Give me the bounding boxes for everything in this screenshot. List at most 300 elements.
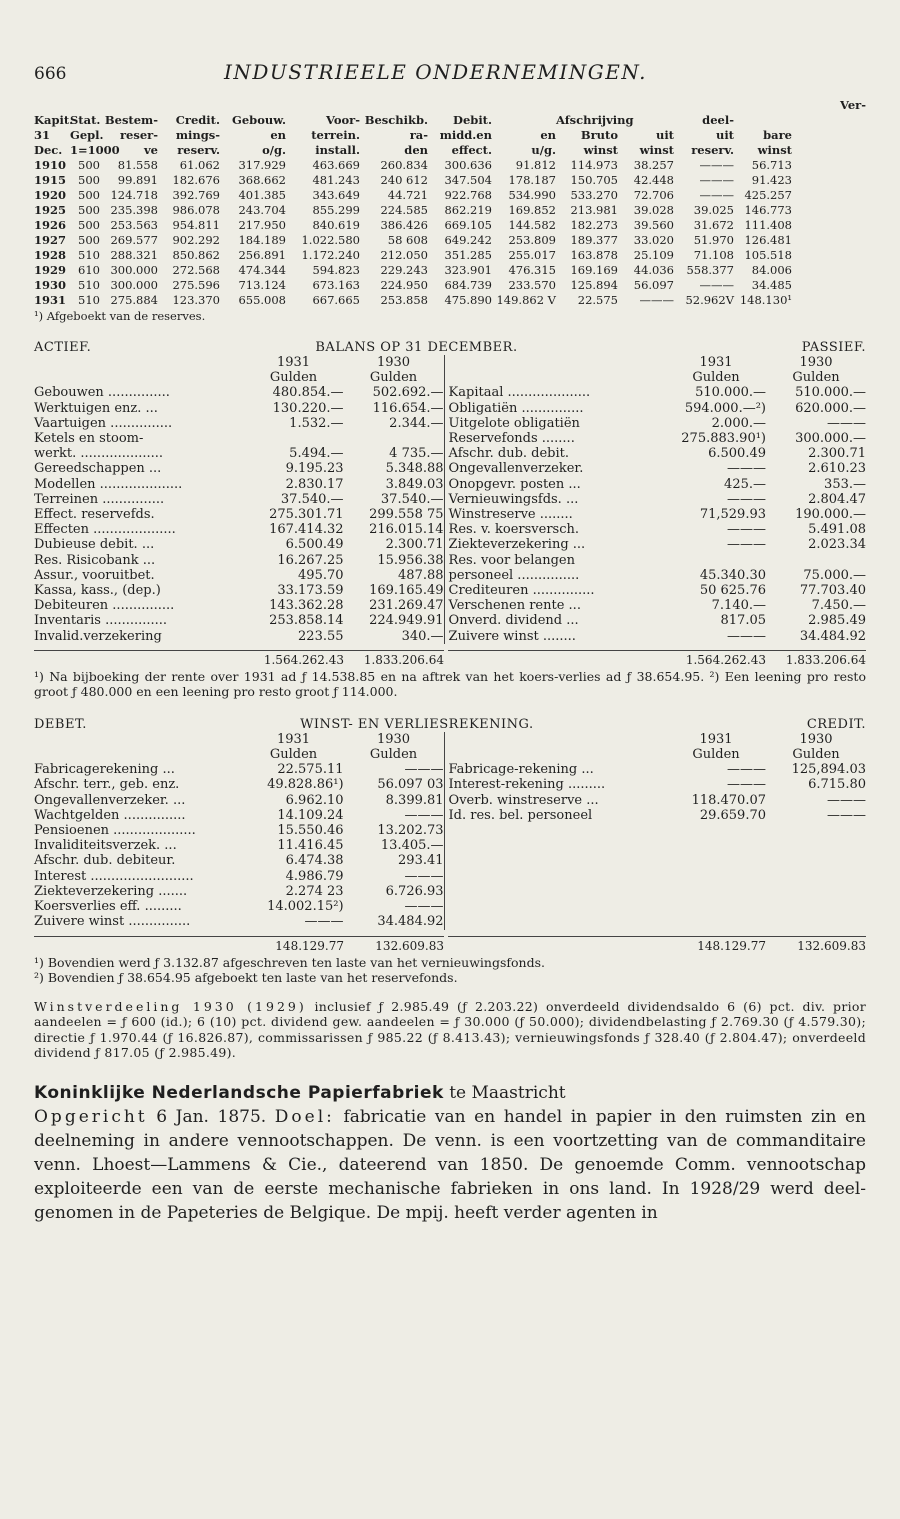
debet-label: Fabricagerekening ... — [34, 762, 175, 778]
actief-value: 37.540.— — [280, 491, 344, 507]
passief-row — [449, 583, 866, 598]
winstverdeeling-paragraph — [34, 999, 866, 1061]
actief-row — [34, 492, 444, 507]
passief-label: Ziekteverzekering ... — [448, 537, 586, 553]
running-head — [34, 60, 866, 94]
actief-row — [34, 431, 444, 446]
actief-label: Res. Risicobank ... — [34, 552, 156, 568]
statistics-header-cell: Gepl. — [70, 128, 104, 142]
statistics-cell: 42.448 — [633, 173, 674, 187]
credit-row — [449, 808, 866, 823]
statistics-cell: 91.812 — [515, 158, 556, 172]
actief-label: werkt. .................... — [34, 446, 164, 462]
statistics-cell: 392.769 — [172, 188, 220, 202]
statistics-cell: 481.243 — [312, 173, 360, 187]
statistics-cell: 213.981 — [570, 203, 618, 217]
statistics-row — [34, 203, 866, 218]
passief-totals — [448, 650, 866, 667]
passief-value: 50 625.76 — [699, 583, 766, 599]
balance-sheet — [34, 355, 866, 644]
credit-totals — [448, 936, 866, 953]
passief-value: 510.000.— — [795, 385, 866, 401]
actief-value: 340.— — [401, 628, 444, 644]
year-b: 1930 — [799, 355, 833, 370]
passief-row — [449, 385, 866, 400]
actief-total-1930: 1.833.206.64 — [363, 652, 445, 667]
credit-total-1931: 148.129.77 — [697, 938, 766, 953]
passief-row — [449, 477, 866, 492]
year-a: 1931 — [276, 731, 311, 747]
statistics-cell: 684.739 — [444, 278, 492, 292]
statistics-header-cell — [492, 113, 556, 128]
actief-value: 487.88 — [398, 567, 444, 583]
year-b: 1930 — [376, 731, 411, 747]
statistics-header-cell: Bruto — [580, 128, 618, 142]
statistics-header-cell: winst — [639, 143, 674, 157]
statistics-cell: 72.706 — [633, 188, 674, 202]
passief-label: Winstreserve ........ — [448, 507, 573, 523]
actief-label: Debiteuren ............... — [34, 598, 175, 614]
credit-heading: CREDIT. — [806, 716, 866, 732]
statistics-cell: 39.025 — [693, 203, 734, 217]
doel-label: Doel: — [274, 1106, 335, 1127]
statistics-cell: 510 — [78, 278, 100, 292]
debet-row — [34, 899, 444, 914]
credit-label: Interest-rekening ......... — [448, 777, 606, 793]
company-text: fabricatie van en handel in papier in den ruimsten zin en deelneming in andere vennootschappen. De venn. is een voortzetting van de commanditaire venn. Lhoest—Lammens & Cie., dateerend van 1850. De genoemde Comm. vennootschap exploiteerde een van de eerste mechanische fabrieken in ons land. In 1928/29 werd deel-genomen in de Papeteries de Belgique. De mpij. heeft verder agenten in — [34, 1106, 866, 1223]
statistics-cell: 1928 — [34, 248, 67, 262]
passief-row — [449, 401, 866, 416]
statistics-header-cell: uit — [715, 128, 734, 142]
statistics-cell: 125.894 — [570, 278, 618, 292]
unit-a: Gulden — [692, 747, 740, 763]
debet-total-1931: 148.129.77 — [275, 938, 345, 953]
passief-unit-header — [449, 370, 866, 385]
debet-value: 4.986.79 — [285, 868, 344, 884]
opgericht-text: 6 Jan. 1875. — [147, 1106, 275, 1127]
actief-value: 216.015.14 — [369, 522, 444, 538]
actief-row — [34, 613, 444, 628]
passief-value: ——— — [727, 461, 766, 477]
statistics-cell: 71.108 — [693, 248, 734, 262]
credit-value: 125,894.03 — [791, 762, 866, 778]
credit-label: Overb. winstreserve ... — [448, 792, 599, 808]
passief-value: 2.300.71 — [808, 446, 866, 462]
passief-label: Kapitaal .................... — [448, 385, 591, 401]
debet-label: Ziekteverzekering ....... — [34, 883, 188, 899]
statistics-cell: ——— — [639, 293, 674, 307]
passief-value: 71,529.93 — [699, 507, 766, 523]
statistics-header-cell: Ver- — [839, 98, 866, 112]
debet-label: Zuivere winst ............... — [34, 914, 191, 930]
statistics-header-cell: Beschikb. — [364, 113, 428, 127]
statistics-cell: 56.713 — [751, 158, 792, 172]
pl-heading — [34, 717, 866, 732]
debet-value: 15.550.46 — [277, 823, 344, 839]
statistics-header-cell: u/g. — [531, 143, 556, 157]
statistics-cell: 253.563 — [110, 218, 158, 232]
statistics-cell: 610 — [78, 263, 100, 277]
debet-value: 13.405.— — [380, 838, 444, 854]
debet-row — [34, 808, 444, 823]
statistics-header-cell: effect. — [451, 143, 492, 157]
passief-value: 2.985.49 — [808, 613, 866, 629]
statistics-cell: 351.285 — [444, 248, 492, 262]
credit-side — [445, 732, 866, 930]
balance-title: BALANS OP 31 DECEMBER. — [315, 340, 518, 355]
statistics-cell: 182.273 — [570, 218, 618, 232]
opgericht-label: Opgericht — [34, 1106, 148, 1127]
statistics-row — [34, 293, 866, 308]
credit-value: ——— — [727, 777, 766, 793]
debet-label: Wachtgelden ............... — [34, 807, 186, 823]
passief-value: ——— — [727, 491, 766, 507]
statistics-cell: 39.560 — [633, 218, 674, 232]
statistics-row — [34, 188, 866, 203]
passief-heading: PASSIEF. — [801, 340, 866, 355]
statistics-cell: 111.408 — [744, 218, 792, 232]
passief-row — [449, 522, 866, 537]
passief-side — [445, 355, 866, 644]
statistics-cell: 31.672 — [693, 218, 734, 232]
year-b: 1930 — [376, 355, 411, 370]
statistics-footnote: ¹) Afgeboekt van de reserves. — [34, 309, 206, 323]
debet-row — [34, 762, 444, 777]
statistics-cell: 91.423 — [751, 173, 792, 187]
statistics-header-cell: Afschrijving — [556, 113, 634, 127]
statistics-cell: 182.676 — [172, 173, 220, 187]
statistics-cell: 500 — [78, 218, 100, 232]
debet-value: ——— — [404, 762, 444, 778]
passief-label: Vernieuwingsfds. ... — [448, 491, 579, 507]
statistics-cell: 217.950 — [238, 218, 286, 232]
statistics-row — [34, 233, 866, 248]
statistics-cell: 986.078 — [172, 203, 220, 217]
actief-label: Kassa, kass., (dep.) — [34, 583, 161, 599]
credit-value: ——— — [727, 762, 766, 778]
actief-value: 16.267.25 — [277, 552, 344, 568]
statistics-cell: 38.257 — [633, 158, 674, 172]
statistics-cell: 655.008 — [238, 293, 286, 307]
actief-value: 169.165.49 — [369, 583, 444, 599]
statistics-cell: 272.568 — [172, 263, 220, 277]
page-number: 666 — [34, 64, 67, 84]
actief-row — [34, 401, 444, 416]
passief-value: ——— — [727, 537, 766, 553]
debet-side — [34, 732, 445, 930]
statistics-cell: 463.669 — [312, 158, 360, 172]
company-location: te Maastricht — [443, 1082, 566, 1103]
passief-value: 6.500.49 — [708, 446, 766, 462]
statistics-header-cell: Bestem- — [104, 113, 158, 127]
actief-label: Effect. reservefds. — [34, 507, 155, 523]
statistics-header-cell: install. — [315, 143, 360, 157]
debet-value: ——— — [404, 807, 444, 823]
statistics-header-cell: Voor- — [325, 113, 360, 127]
statistics-header-cell: reserv. — [177, 143, 220, 157]
actief-value: 480.854.— — [272, 385, 344, 401]
actief-row — [34, 522, 444, 537]
statistics-cell: 34.485 — [751, 278, 792, 292]
statistics-header-cell: Dec. — [34, 143, 63, 157]
actief-value: 224.949.91 — [369, 613, 444, 629]
year-a: 1931 — [699, 355, 733, 370]
statistics-cell: 22.575 — [577, 293, 618, 307]
statistics-cell: 667.665 — [312, 293, 360, 307]
statistics-cell: 1.172.240 — [301, 248, 360, 262]
statistics-cell: 500 — [78, 188, 100, 202]
statistics-header-cell: Debit. — [452, 113, 492, 127]
debet-value: 293.41 — [398, 853, 444, 869]
statistics-cell: 673.163 — [312, 278, 360, 292]
debet-row — [34, 884, 444, 899]
credit-blank-space — [449, 823, 866, 929]
statistics-cell: 347.504 — [444, 173, 492, 187]
statistics-header-cell: Kapit. — [34, 113, 74, 127]
passief-label: Onopgevr. posten ... — [448, 476, 581, 492]
statistics-cell: ——— — [699, 158, 734, 172]
passief-row — [449, 613, 866, 628]
statistics-header-row — [34, 113, 866, 128]
actief-value: 5.348.88 — [385, 461, 444, 477]
debet-value: 14.109.24 — [277, 807, 344, 823]
statistics-table-header — [34, 98, 866, 158]
pl-note-1: ¹) Bovendien werd ƒ 3.132.87 afgeschreven ten laste van het vernieuwingsfonds. — [34, 954, 545, 970]
statistics-cell: 474.344 — [238, 263, 286, 277]
passief-year-header — [449, 355, 866, 370]
actief-value — [244, 431, 344, 446]
passief-value: 275.883.90¹) — [681, 431, 766, 447]
actief-value: 3.849.03 — [385, 476, 444, 492]
passief-label: personeel ............... — [448, 567, 580, 583]
credit-total-1930: 132.609.83 — [797, 938, 866, 953]
winstverdeeling-lead: Winstverdeeling 1930 (1929) — [34, 998, 307, 1014]
statistics-cell: 323.901 — [444, 263, 492, 277]
statistics-cell: 862.219 — [444, 203, 492, 217]
debet-year-header — [34, 732, 444, 747]
passief-row — [449, 461, 866, 476]
actief-label: Dubieuse debit. ... — [34, 537, 155, 553]
debet-value: 22.575.11 — [277, 762, 344, 778]
actief-label: Gereedschappen ... — [34, 461, 162, 477]
passief-value: 75.000.— — [803, 567, 866, 583]
actief-value — [344, 431, 444, 446]
credit-value: ——— — [827, 792, 866, 808]
actief-total-1931: 1.564.262.43 — [263, 652, 345, 667]
passief-total-1930: 1.833.206.64 — [785, 652, 866, 667]
statistics-cell: 275.884 — [110, 293, 158, 307]
actief-value: 5.494.— — [289, 446, 344, 462]
statistics-header-cell: mings- — [175, 128, 220, 142]
debet-value: 11.416.45 — [277, 838, 344, 854]
statistics-header-row — [34, 98, 866, 113]
actief-row — [34, 385, 444, 400]
statistics-header-row — [34, 128, 866, 143]
passief-label: Res. v. koersversch. — [448, 522, 580, 538]
statistics-cell: 954.811 — [172, 218, 220, 232]
statistics-cell: 56.097 — [633, 278, 674, 292]
statistics-header-cell: reser- — [120, 128, 158, 142]
debet-value: 8.399.81 — [385, 792, 444, 808]
passief-value: 2.023.34 — [808, 537, 866, 553]
credit-value: ——— — [827, 807, 866, 823]
passief-value: 425.— — [724, 476, 766, 492]
actief-label: Gebouwen ............... — [34, 385, 170, 401]
credit-rows — [449, 762, 866, 823]
credit-label: Fabricage-rekening ... — [448, 762, 594, 778]
statistics-cell: 105.518 — [744, 248, 792, 262]
debet-row — [34, 869, 444, 884]
statistics-row — [34, 263, 866, 278]
passief-value: 34.484.92 — [799, 628, 866, 644]
statistics-cell: 1925 — [34, 203, 67, 217]
statistics-cell: 1927 — [34, 233, 67, 247]
actief-rows — [34, 385, 444, 643]
actief-year-header — [34, 355, 444, 370]
statistics-header-cell: winst — [583, 143, 618, 157]
actief-value: 167.414.32 — [269, 522, 344, 538]
statistics-cell: 1.022.580 — [301, 233, 360, 247]
statistics-cell: 114.973 — [570, 158, 618, 172]
actief-label: Modellen .................... — [34, 476, 183, 492]
statistics-header-cell: Credit. — [175, 113, 220, 127]
debet-label: Koersverlies eff. ......... — [34, 899, 182, 915]
running-title: INDUSTRIEELE ONDERNEMINGEN. — [224, 60, 647, 84]
actief-value: 223.55 — [298, 628, 344, 644]
statistics-header-cell: 31 — [34, 128, 51, 142]
passief-label: Onverd. dividend ... — [448, 613, 579, 629]
statistics-cell: 99.891 — [117, 173, 158, 187]
debet-value: 6.474.38 — [285, 853, 344, 869]
statistics-cell: 233.570 — [508, 278, 556, 292]
pl-note-2: ²) Bovendien ƒ 38.654.95 afgeboekt ten laste van het reservefonds. — [34, 969, 458, 985]
statistics-cell: 300.636 — [444, 158, 492, 172]
statistics-cell: 269.577 — [110, 233, 158, 247]
passief-row — [449, 537, 866, 552]
statistics-cell: 534.990 — [508, 188, 556, 202]
debet-value: 34.484.92 — [377, 914, 444, 930]
credit-value: 6.715.80 — [808, 777, 866, 793]
debet-value: 14.002.15²) — [267, 899, 344, 915]
statistics-cell: 855.299 — [312, 203, 360, 217]
statistics-header-cell: reserv. — [691, 143, 734, 157]
passief-value — [766, 553, 866, 568]
passief-value: 594.000.—²) — [684, 400, 766, 416]
statistics-cell: 594.823 — [312, 263, 360, 277]
passief-value: 2.000.— — [711, 415, 766, 431]
statistics-cell: 235.398 — [110, 203, 158, 217]
passief-value: ——— — [727, 522, 766, 538]
statistics-cell: ——— — [699, 278, 734, 292]
statistics-cell: 386.426 — [380, 218, 428, 232]
passief-row — [449, 598, 866, 613]
statistics-header-cell: bare — [763, 128, 792, 142]
statistics-cell: 425.257 — [744, 188, 792, 202]
debet-label: Invaliditeitsverzek. ... — [34, 838, 177, 854]
statistics-cell: 275.596 — [172, 278, 220, 292]
debet-row — [34, 853, 444, 868]
actief-value: 2.344.— — [389, 415, 444, 431]
actief-value: 6.500.49 — [285, 537, 344, 553]
statistics-cell: 39.028 — [633, 203, 674, 217]
statistics-cell: 368.662 — [238, 173, 286, 187]
statistics-cell: 1929 — [34, 263, 67, 277]
statistics-cell: 189.377 — [570, 233, 618, 247]
statistics-cell: 44.036 — [633, 263, 674, 277]
statistics-cell: 260.834 — [380, 158, 428, 172]
passief-label: Obligatiën ............... — [448, 400, 584, 416]
statistics-cell: 1915 — [34, 173, 67, 187]
passief-value: 510.000.— — [695, 385, 766, 401]
statistics-header-row — [34, 143, 866, 158]
debet-label: Pensioenen .................... — [34, 823, 196, 839]
statistics-row — [34, 158, 866, 173]
unit-a: Gulden — [269, 747, 318, 763]
statistics-cell: 500 — [78, 158, 100, 172]
debet-total-1930: 132.609.83 — [375, 938, 445, 953]
statistics-cell: 224.950 — [380, 278, 428, 292]
statistics-header-cell: ve — [144, 143, 158, 157]
passief-row — [449, 553, 866, 568]
passief-value: 7.140.— — [711, 598, 766, 614]
passief-value: 5.491.08 — [808, 522, 866, 538]
debet-value: 6.726.93 — [385, 883, 444, 899]
statistics-header-cell: ra- — [409, 128, 428, 142]
pl-totals — [34, 936, 866, 953]
actief-value: 231.269.47 — [369, 598, 444, 614]
statistics-cell: 51.970 — [693, 233, 734, 247]
passief-value: 77.703.40 — [799, 583, 866, 599]
statistics-cell: 510 — [78, 293, 100, 307]
company-paragraph — [34, 1081, 866, 1225]
debet-rows — [34, 762, 444, 929]
credit-row — [449, 762, 866, 777]
actief-label: Werktuigen enz. ... — [34, 400, 158, 416]
statistics-header-cell: deel- — [702, 113, 734, 127]
statistics-cell: ——— — [699, 188, 734, 202]
unit-b: Gulden — [369, 747, 418, 763]
passief-value: 7.450.— — [811, 598, 866, 614]
statistics-cell: 1910 — [34, 158, 67, 172]
statistics-cell: 300.000 — [110, 278, 158, 292]
statistics-cell: 124.718 — [110, 188, 158, 202]
unit-b: Gulden — [792, 370, 840, 386]
statistics-row — [34, 278, 866, 293]
actief-value: 130.220.— — [272, 400, 344, 416]
statistics-row — [34, 248, 866, 263]
passief-label: Verschenen rente ... — [448, 598, 581, 614]
credit-row — [449, 777, 866, 792]
statistics-cell: 253.809 — [508, 233, 556, 247]
statistics-cell: 123.370 — [172, 293, 220, 307]
statistics-cell: 300.000 — [110, 263, 158, 277]
actief-row — [34, 598, 444, 613]
actief-value: 275.301.71 — [269, 507, 344, 523]
statistics-cell: 84.006 — [751, 263, 792, 277]
passief-row — [449, 416, 866, 431]
statistics-header-cell: midd.en — [439, 128, 492, 142]
debet-label: Afschr. terr., geb. enz. — [34, 777, 180, 793]
pl-title: WINST- EN VERLIESREKENING. — [300, 716, 534, 732]
statistics-cell: 169.169 — [570, 263, 618, 277]
statistics-cell: 144.582 — [508, 218, 556, 232]
actief-row — [34, 507, 444, 522]
actief-value: 37.540.— — [380, 491, 444, 507]
passief-label: Crediteuren ............... — [448, 583, 595, 599]
passief-rows — [449, 385, 866, 643]
passief-label: Afschr. dub. debit. — [448, 446, 570, 462]
year-a: 1931 — [699, 731, 733, 747]
